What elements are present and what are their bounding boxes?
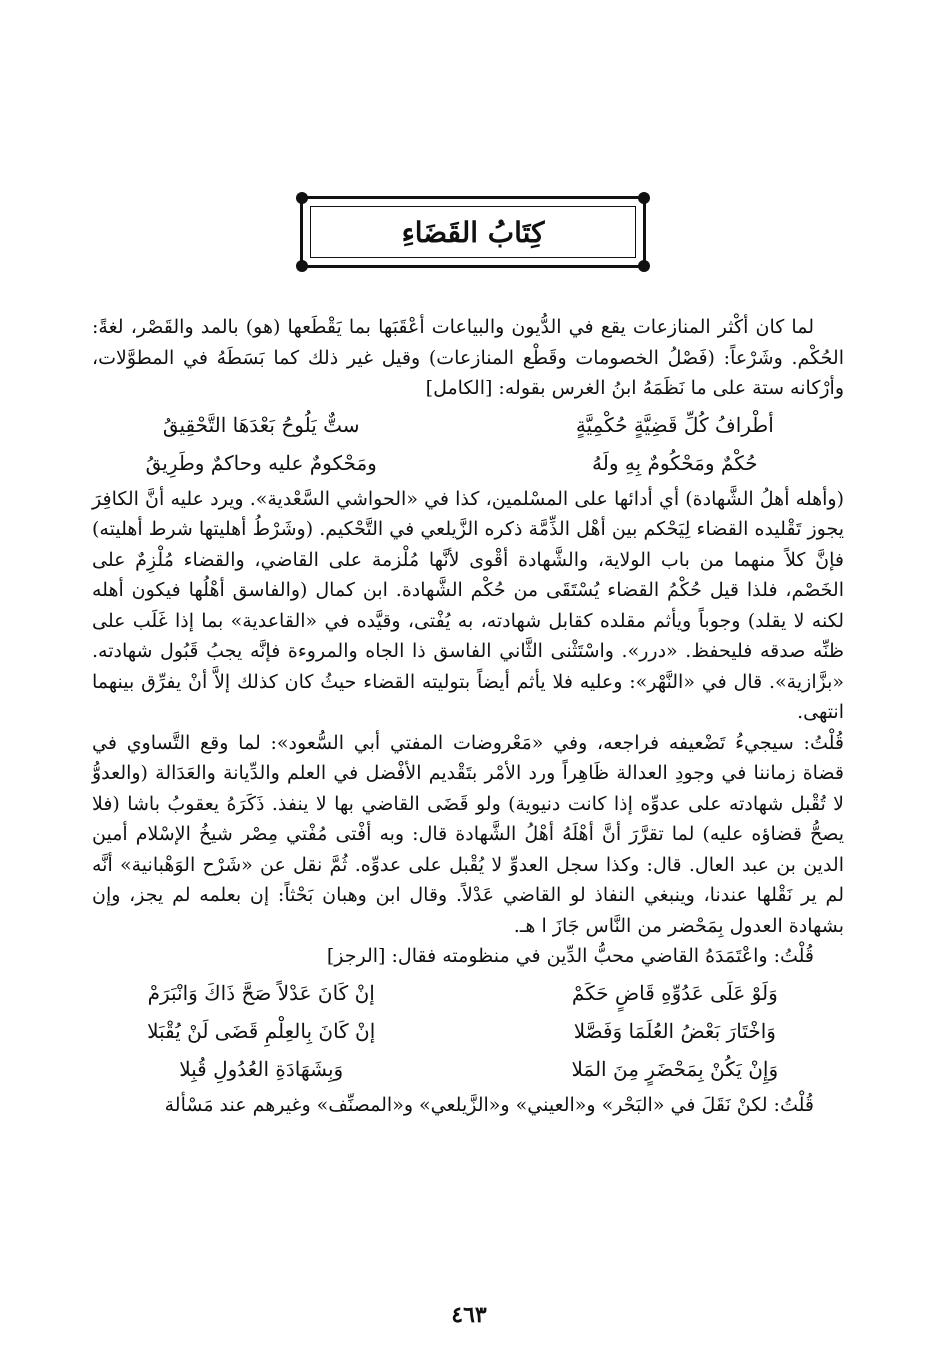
paragraph: قُلْتُ: واعْتَمَدَهُ القاضي محبُّ الدِّين في منظومته فقال: [الرجز] [326,945,814,967]
verse-hemistich-left: وَبِشَهَادَةِ العُدُولِ قُبِلا [179,1056,344,1081]
chapter-title-frame [300,196,646,268]
verse-hemistich-right: وَلَوْ عَلَى عَدُوِّهِ قَاضٍ حَكَمْ [571,980,778,1005]
chapter-title: كِتَابُ القَضَاءِ [401,215,545,249]
verse-line [92,408,844,442]
frame-corner-ornament [296,192,308,204]
paragraph: قُلْتُ: سيجيءُ تَضْعيفه فراجعه، وفي «مَعْروضات المفتي أبي السُّعود»: لما وقع التَّساوي في قضاة زماننا في وجودِ العدالة ظَاهِراً ورد الأمْر بتَقْديم الأفْضل في العلم والدِّيانة والعَدَالة (والعدوُّ لا تُقْبل شهادته على عدوِّه إذا كانت دنيوية) ولو قَضَى القاضي بها لا ينفذ. ذَكَرَهُ يعقوبُ باشا (فلا يصحُّ قضاؤه عليه) لما تقرَّرَ أنَّ أهْلَهُ أهْلُ الشَّهادة قال: وبه أفْتى مُفْتي مِصْر شيخُ الإسْلام أمين الدين بن عبد العال. قال: وكذا سجل العدوِّ لا يُقْبل على عدوِّه. ثُمَّ نقل عن «شَرْح الوَهْبانية» أنَّه لم ير نَقْلها عندنا، وينبغي النفاذ لو القاضي عَدْلاً. وقال ابن وهبان بَحْثاً: إن بعلمه لم يجز، وإن بشهادة العدول بِمَحْضر من النَّاس جَازَ ا هـ. [92,731,844,937]
chapter-title-inner-frame [310,206,636,258]
verse-line [92,1014,844,1048]
verse-line [92,976,844,1010]
verse-hemistich-right: وَإِنْ يَكُنْ بِمَحْضَرٍ مِنَ المَلا [571,1056,779,1081]
verse-hemistich-right: أطْرافُ كُلِّ قَضِيَّةٍ حُكْمِيَّةٍ [575,412,774,437]
paragraph: لما كان أكْثر المنازعات يقع في الدُّيون والبياعات أعْقَبَها بما يَقْطَعها (هو) بالمد والقَصْر، لغةً: الحُكْم. وشَرْعاً: (فَصْلُ الخصومات وقَطْع المنازعات) وقيل غير ذلك كما بَسَطَهُ في المطوَّلات، وأرْكانه ستة على ما نَظَمَهُ ابنُ الغرس بقوله: [الكامل] [92,316,844,399]
verse-line [92,1052,844,1086]
verse-hemistich-left: إنْ كَانَ بِالعِلْمِ قَضَى لَنْ يُقْبَلا [147,1018,376,1043]
paragraph: قُلْتُ: لكنْ نَقَلَ في «البَحْر» و«العيني» و«الزَّيلعي» و«المصنِّف» وغيرهم عند مَسْألة [164,1093,814,1116]
page-body [92,312,844,1120]
paragraph: (وأهله أهلُ الشَّهادة) أي أدائها على المسْلمين، كذا في «الحواشي السَّعْدية». ويرد عليه أنَّ الكافِرَ يجوز تَقْليده القضاء لِيَحْكم بين أهْل الذِّمَّة ذكره الزَّيلعي في التَّحْكيم. (وشَرْطُ أهليتها شرط أهليته) فإنَّ كلاً منهما من باب الولاية، والشَّهادة أقْوى لأنَّها مُلْزمة على القاضي، والقضاء مُلْزِمٌ على الخَصْم، فلذا قيل حُكْمُ القضاء يُسْتَقَى من حُكْم الشَّهادة. ابن كمال (والفاسق أهْلُها فيكون أهله لكنه لا يقلد) وجوباً ويأثم مقلده كقابل شهادته، به يُفْتى، وقيَّده في «القاعدية» بما إذا غَلَب على ظنِّه صدقه فليحفظ. «درر». واسْتَثْنى الثَّاني الفاسق ذا الجاه والمروءة فإنَّه يجبُ قَبُول شهادته. «بزَّازية». قال في «النَّهْر»: وعليه فلا يأثم أيضاً بتوليته القضاء حيثُ كان كذلك إلاَّ أنْ يفرِّق بينهما انتهى. [92,487,844,723]
verse-hemistich-left: ستٌّ يَلُوحُ بَعْدَهَا التَّحْقِيقُ [162,412,360,437]
verse-hemistich-left: ومَحْكومٌ عليه وحاكمٌ وطَرِيقُ [145,450,377,475]
frame-corner-ornament [638,260,650,272]
verse-hemistich-right: حُكْمٌ ومَحْكُومٌ بِهِ ولَهُ [592,450,758,475]
frame-corner-ornament [638,192,650,204]
frame-corner-ornament [296,260,308,272]
verse-hemistich-right: وَاخْتَارَ بَعْضُ العُلَمَا وَفَصَّلا [573,1018,776,1043]
verse-line [92,446,844,480]
page-number: ٤٦٣ [451,1302,487,1328]
verse-hemistich-left: إنْ كَانَ عَدْلاً صَحَّ ذَاكَ وَانْبَرَمْ [147,980,375,1005]
